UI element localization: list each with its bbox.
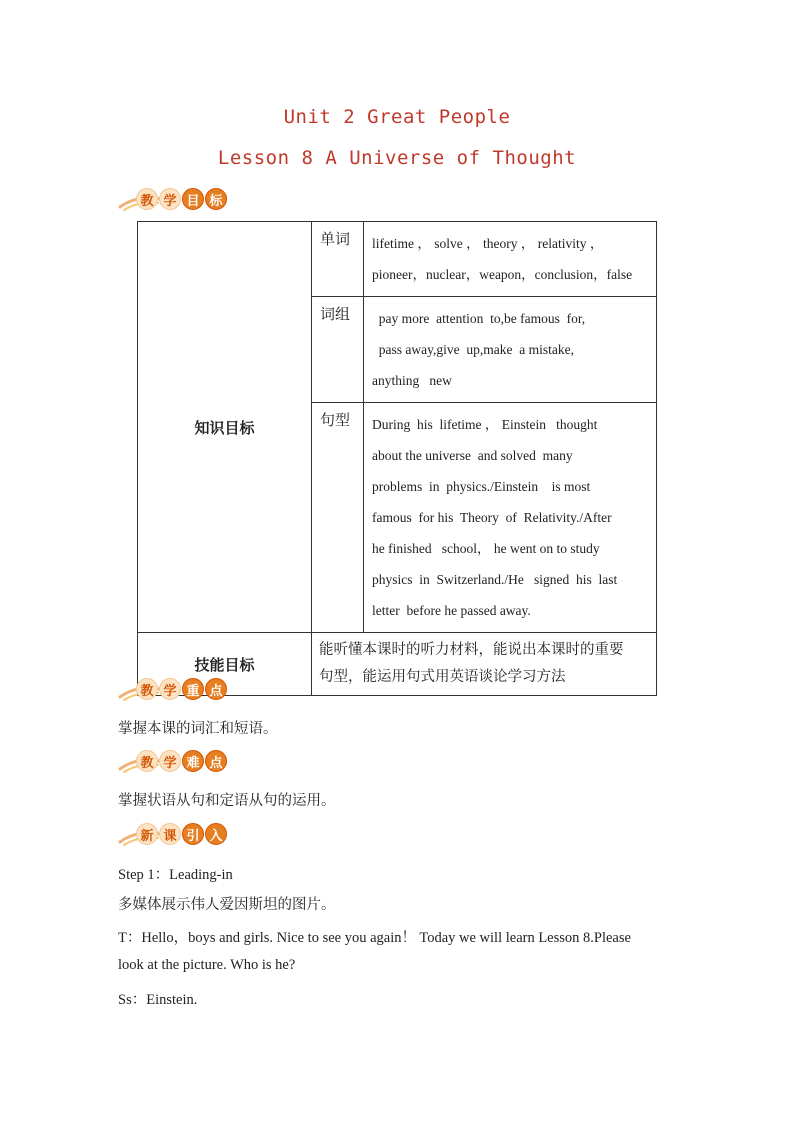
media-instruction: 多媒体展示伟人爱因斯坦的图片。: [118, 897, 336, 913]
badge-char: 新: [136, 823, 158, 845]
sentences-line: about the universe and solved many: [372, 448, 573, 463]
badge-char: 重: [182, 678, 204, 700]
badge-char: 教: [136, 750, 158, 772]
phrases-line: anything new: [372, 373, 452, 388]
skill-line: 能听懂本课时的听力材料，能说出本课时的重要: [319, 642, 624, 658]
phrases-content: [364, 297, 657, 403]
badge-char: 点: [205, 750, 227, 772]
sentences-line: famous for his Theory of Relativity./After: [372, 510, 612, 525]
words-content: [364, 222, 657, 297]
sentences-label: 句型: [312, 403, 364, 633]
badge-char: 难: [182, 750, 204, 772]
badge-char: 学: [159, 750, 181, 772]
badge-char: 标: [205, 188, 227, 210]
words-line: lifetime ， solve ， theory ， relativity ，: [372, 236, 604, 251]
badge-char: 点: [205, 678, 227, 700]
phrases-label: 词组: [312, 297, 364, 403]
step-heading: Step 1：Leading-in: [118, 867, 233, 883]
phrases-line: pay more attention to,be famous for,: [372, 311, 586, 326]
skill-line: 句型，能运用句式用英语谈论学习方法: [319, 669, 566, 685]
sentences-line: problems in physics./Einstein is most: [372, 479, 591, 494]
section-badge-key-points: [118, 677, 228, 701]
difficulties-text: 掌握状语从句和定语从句的运用。: [118, 793, 336, 809]
badge-char: 教: [136, 188, 158, 210]
knowledge-objectives-label: 知识目标: [138, 222, 312, 633]
sentences-content: [364, 403, 657, 633]
sentences-line: letter before he passed away.: [372, 603, 531, 618]
section-badge-intro: [118, 822, 228, 846]
section-badge-objectives: [118, 187, 228, 211]
badge-char: 引: [182, 823, 204, 845]
badge-char: 目: [182, 188, 204, 210]
words-label: 单词: [312, 222, 364, 297]
badge-char: 学: [159, 188, 181, 210]
words-line: pioneer，nuclear，weapon，conclusion，false: [372, 267, 633, 282]
phrases-line: pass away,give up,make a mistake,: [372, 342, 574, 357]
teacher-dialogue-line: T：Hello，boys and girls. Nice to see you again！ Today we will learn Lesson 8.Please: [118, 930, 631, 946]
lesson-title: Lesson 8 A Universe of Thought: [217, 147, 577, 169]
key-points-text: 掌握本课的词汇和短语。: [118, 721, 278, 737]
badge-char: 学: [159, 678, 181, 700]
section-badge-difficulties: [118, 749, 228, 773]
teacher-dialogue-line: look at the picture. Who is he?: [118, 957, 296, 973]
badge-char: 课: [159, 823, 181, 845]
sentences-line: physics in Switzerland./He signed his last: [372, 572, 618, 587]
skill-objectives-label: 技能目标: [138, 633, 312, 696]
badge-char: 入: [205, 823, 227, 845]
sentences-line: he finished school， he went on to study: [372, 541, 600, 556]
skill-objectives-content: [312, 633, 657, 696]
objectives-table: [137, 221, 657, 696]
unit-title: Unit 2 Great People: [283, 106, 511, 128]
students-dialogue-line: Ss：Einstein.: [118, 992, 198, 1008]
badge-char: 教: [136, 678, 158, 700]
sentences-line: During his lifetime ， Einstein thought: [372, 417, 598, 432]
